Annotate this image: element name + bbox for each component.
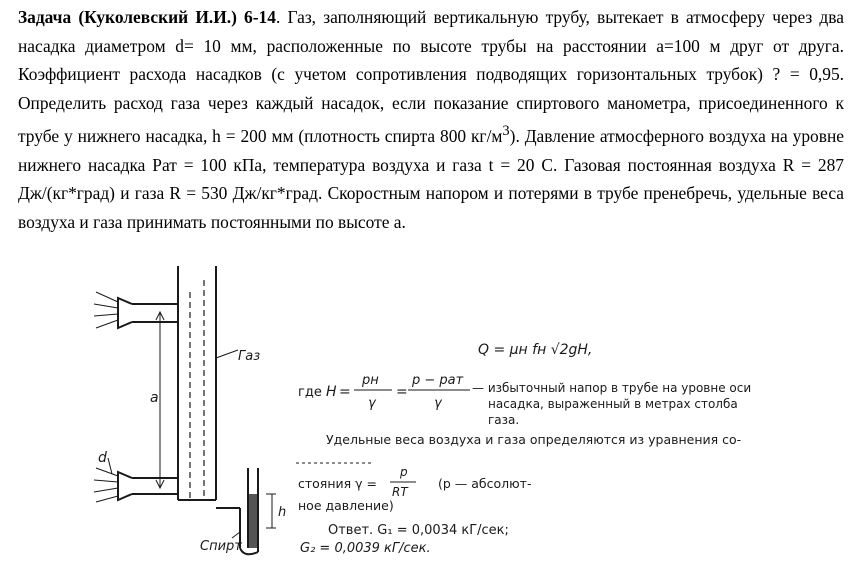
cubic-superscript: 3	[502, 123, 510, 140]
answer-line-1: Ответ. G₁ = 0,0034 кГ/сек;	[328, 523, 509, 538]
answer-line-2: G₂ = 0,0039 кГ/сек.	[300, 541, 431, 556]
spirit-label: Спирт	[200, 539, 242, 554]
state-equation-end: ное давление)	[298, 498, 394, 513]
state-equation-start: стояния γ =	[298, 476, 377, 491]
problem-statement	[18, 3, 844, 237]
head-description-line-2: насадка, выраженный в метрах столба	[488, 397, 738, 411]
problem-text-part-1: . Газ, заполняющий вертикальную трубу, вытекает в атмосферу через два насадка диаметром d= 10 мм, расположенные по высоте трубы на расстоянии a=100 м друг от друга. Коэффициент расхода насадков (с учетом сопротивления подводящих горизонтальных трубок) ? = 0,95. Определить расход газа через каждый насадок, если показание спиртового манометра, присоединенного к трубе у нижнего насадка, h = 200 мм (плотность спирта 800 кг/м	[18, 7, 844, 147]
svg-text:=: =	[339, 384, 351, 400]
solution-excerpt	[296, 342, 751, 556]
lower-nozzle	[94, 468, 178, 502]
gas-label: Газ	[238, 349, 261, 364]
problem-text-part-2: ). Давление атмосферного воздуха на уровне нижнего насадка Pат = 100 кПа, температура воздуха и газа t = 20 С. Газовая постоянная воздуха R = 287 Дж/(кг*град) и газа R = 530 Дж/кг*град. Скоростным напором и потерями в трубе пренебречь, удельные веса воздуха и газа принимать постоянными по высоте a.	[18, 126, 844, 232]
problem-heading: Задача (Куколевский И.И.) 6-14	[18, 7, 276, 27]
where-word: где	[298, 385, 322, 400]
head-description-line-1: — избыточный напор в трубе на уровне оси	[472, 381, 752, 395]
head-symbol: H	[326, 384, 337, 400]
gamma-denominator-1: γ	[368, 396, 376, 411]
dimension-a-label: a	[150, 390, 159, 406]
svg-text:=: =	[396, 384, 408, 400]
upper-nozzle	[94, 292, 178, 328]
pipe-diagram	[94, 266, 276, 554]
p-over-rt-denominator: RT	[392, 485, 408, 499]
dimension-d-label: d	[98, 450, 107, 466]
gamma-denominator-2: γ	[434, 396, 442, 411]
p-over-rt-numerator: p	[400, 465, 408, 479]
p-minus-pat-numerator: p − pат	[412, 373, 464, 388]
p-n-numerator: pн	[362, 373, 379, 388]
specific-weights-line: Удельные веса воздуха и газа определяются из уравнения со-	[326, 432, 742, 447]
discharge-formula: Q = μн fн √2gH,	[478, 342, 593, 358]
figure-and-solution	[0, 262, 856, 578]
absolute-pressure-note: (p — абсолют-	[438, 476, 532, 491]
dimension-h-label: h	[278, 505, 287, 520]
head-description-line-3: газа.	[488, 413, 520, 427]
